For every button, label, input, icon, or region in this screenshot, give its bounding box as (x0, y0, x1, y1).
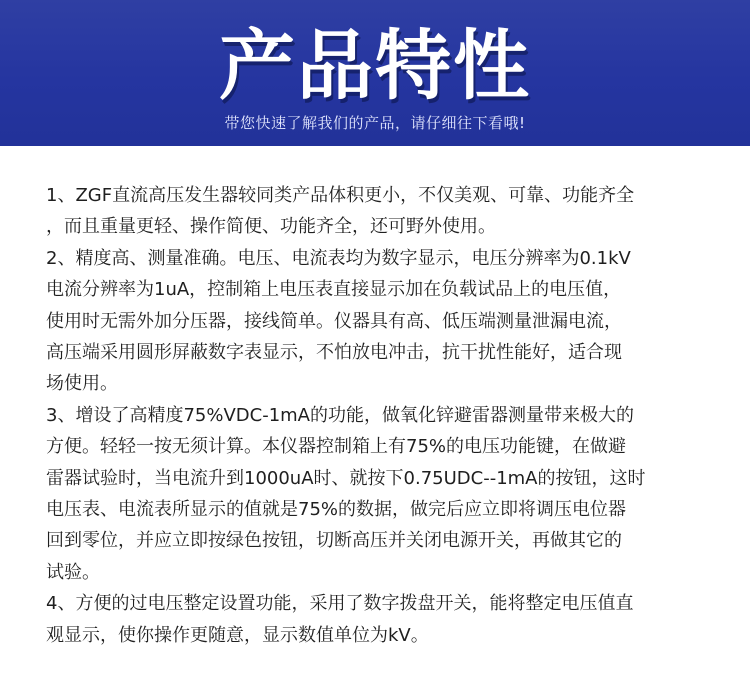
text-line: 高压端采用圆形屏蔽数字表显示，不怕放电冲击，抗干扰性能好，适合现 (46, 342, 622, 364)
text-line: 场使用。 (46, 373, 118, 395)
feature-paragraph-1 (46, 180, 711, 243)
feature-paragraph-2 (46, 243, 711, 400)
text-line: 电流分辨率为1uA，控制箱上电压表直接显示加在负载试品上的电压值， (46, 279, 622, 301)
text-line: 雷器试验时，当电流升到1000uA时、就按下0.75UDC--1mA的按钮，这时 (46, 467, 646, 489)
text-line: 方便。轻轻一按无须计算。本仪器控制箱上有75%的电压功能键，在做避 (46, 436, 627, 458)
banner-title: 产品特性 (219, 21, 531, 110)
text-line: 1、ZGF直流高压发生器较同类产品体积更小，不仅美观、可靠、功能齐全 (46, 185, 635, 206)
text-line: 回到零位，并应立即按绿色按钮，切断高压并关闭电源开关，再做其它的 (46, 530, 622, 552)
text-line: 4、方便的过电压整定设置功能，采用了数字拨盘开关，能将整定电压值直 (46, 593, 634, 615)
feature-paragraph-3 (46, 400, 711, 588)
text-line: 观显示，使你操作更随意，显示数值单位为kV。 (46, 624, 429, 646)
text-line: 试验。 (46, 561, 100, 583)
text-line: 电压表、电流表所显示的值就是75%的数据，做完后应立即将调压电位器 (46, 499, 627, 521)
text-line: 3、增设了高精度75%VDC-1mA的功能，做氧化锌避雷器测量带来极大的 (46, 404, 634, 426)
text-line: ，而且重量更轻、操作简便、功能齐全，还可野外使用。 (46, 216, 496, 238)
feature-paragraph-4 (46, 588, 711, 651)
header-banner (0, 0, 750, 146)
feature-list (46, 180, 711, 680)
text-line: 使用时无需外加分压器，接线简单。仪器具有高、低压端测量泄漏电流， (46, 310, 622, 332)
text-line: 2、精度高、测量准确。电压、电流表均为数字显示，电压分辨率为0.1kV (46, 247, 631, 269)
banner-subtitle: 带您快速了解我们的产品，请仔细往下看哦! (224, 114, 526, 132)
